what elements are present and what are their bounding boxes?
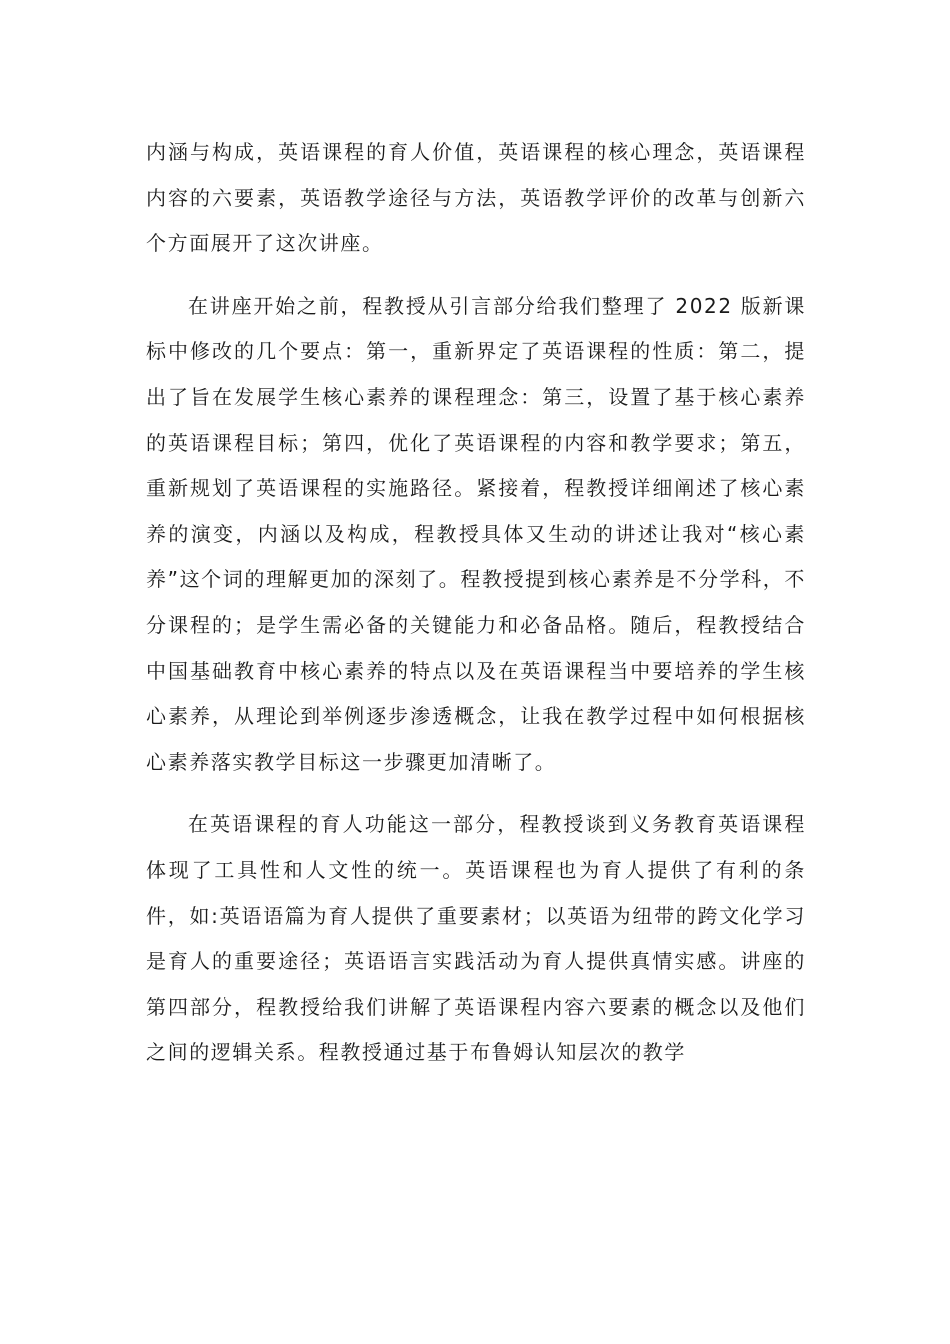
- paragraph-lecture-intro: 在讲座开始之前，程教授从引言部分给我们整理了 2022 版新课标中修改的几个要点：第一，重新界定了英语课程的性质：第二，提出了旨在发展学生核心素养的课程理念：第三，设置了基于核心素养的英语课程目标；第四，优化了英语课程的内容和教学要求；第五，重新规划了英语课程的实施路径。紧接着，程教授详细阐述了核心素养的演变，内涵以及构成，程教授具体又生动的讲述让我对“核心素养”这个词的理解更加的深刻了。程教授提到核心素养是不分学科，不分课程的；是学生需必备的关键能力和必备品格。随后，程教授结合中国基础教育中核心素养的特点以及在英语课程当中要培养的学生核心素养，从理论到举例逐步渗透概念，让我在教学过程中如何根据核心素养落实教学目标这一步骤更加清晰了。: [146, 293, 806, 774]
- document-body: [146, 130, 806, 1076]
- paragraph-continuation: 内涵与构成，英语课程的育人价值，英语课程的核心理念，英语课程内容的六要素，英语教学途径与方法，英语教学评价的改革与创新六个方面展开了这次讲座。: [146, 140, 806, 256]
- paragraph-educational-function: 在英语课程的育人功能这一部分，程教授谈到义务教育英语课程体现了工具性和人文性的统一。英语课程也为育人提供了有利的条件，如:英语语篇为育人提供了重要素材；以英语为纽带的跨文化学习是育人的重要途径；英语语言实践活动为育人提供真情实感。讲座的第四部分，程教授给我们讲解了英语课程内容六要素的概念以及他们之间的逻辑关系。程教授通过基于布鲁姆认知层次的教学: [146, 812, 806, 1065]
